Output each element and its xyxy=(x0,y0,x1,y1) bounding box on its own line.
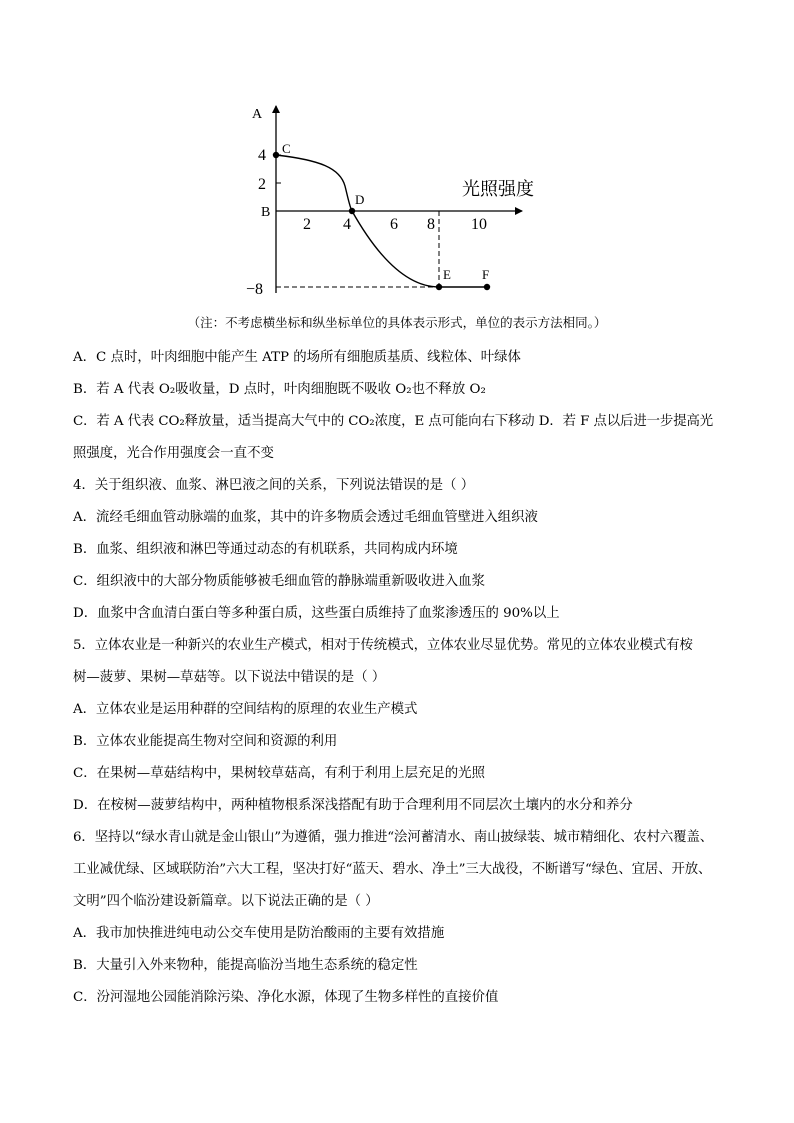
q5-option-d: D．在桉树—菠萝结构中，两种植物根系深浅搭配有助于合理利用不同层次土壤内的水分和养分 xyxy=(73,798,633,813)
x-axis-title: 光照强度 xyxy=(462,179,534,199)
q4-option-b: B．血浆、组织液和淋巴等通过动态的有机联系，共同构成内环境 xyxy=(73,542,458,557)
point-c-label: C xyxy=(282,141,291,156)
point-e xyxy=(436,284,442,290)
q5-stem: 5．立体农业是一种新兴的农业生产模式，相对于传统模式，立体农业尽显优势。常见的立体农业模式有桉 xyxy=(73,638,693,653)
light-curve-figure xyxy=(240,98,560,303)
q6-stem-cont-1: 工业减优绿、区域联防治”六大工程，坚决打好“蓝天、碧水、净土”三大战役，不断谱写“绿色、宜居、开放、 xyxy=(73,862,712,877)
q4-stem: 4．关于组织液、血浆、淋巴液之间的关系，下列说法错误的是（ ） xyxy=(73,478,475,493)
point-f xyxy=(484,284,490,290)
question-text xyxy=(73,342,727,1014)
q6-stem: 6．坚持以“绿水青山就是金山银山”为遵循，强力推进“浍河蓄清水、南山披绿装、城市精细化、农村六覆盖、 xyxy=(73,830,714,845)
point-c xyxy=(273,152,279,158)
q5-option-c: C．在果树—草菇结构中，果树较草菇高，有利于利用上层充足的光照 xyxy=(73,766,485,781)
point-f-label: F xyxy=(482,267,490,282)
q5-option-b: B．立体农业能提高生物对空间和资源的利用 xyxy=(73,734,338,749)
q6-option-a: A．我市加快推进纯电动公交车使用是防治酸雨的主要有效措施 xyxy=(73,926,445,941)
q3-option-c-d: C．若 A 代表 CO₂释放量，适当提高大气中的 CO₂浓度，E 点可能向右下移动 D．若 F 点以后进一步提高光 xyxy=(73,414,714,429)
q3-option-b: B．若 A 代表 O₂吸收量，D 点时，叶肉细胞既不吸收 O₂也不释放 O₂ xyxy=(73,382,486,397)
y-tick-4: 4 xyxy=(258,147,266,164)
x-tick-10: 10 xyxy=(471,216,487,233)
q3-option-a: A．C 点时，叶肉细胞中能产生 ATP 的场所有细胞质基质、线粒体、叶绿体 xyxy=(73,350,521,365)
x-tick-8: 8 xyxy=(427,216,435,233)
origin-label: B xyxy=(261,205,271,220)
x-tick-4: 4 xyxy=(343,216,351,233)
y-tick-neg8: −8 xyxy=(246,281,264,298)
q5-stem-cont: 树—菠萝、果树—草菇等。以下说法中错误的是（ ） xyxy=(73,670,386,685)
q4-option-a: A．流经毛细血管动脉端的血浆，其中的许多物质会透过毛细血管壁进入组织液 xyxy=(73,510,538,525)
light-curve-svg xyxy=(240,98,560,303)
point-e-label: E xyxy=(443,267,451,282)
figure-note: （注：不考虑横坐标和纵坐标单位的具体表示形式，单位的表示方法相同。） xyxy=(187,315,607,330)
q3-option-d-cont: 照强度，光合作用强度会一直不变 xyxy=(73,446,274,461)
point-d-label: D xyxy=(355,192,365,207)
q4-option-c: C．组织液中的大部分物质能够被毛细血管的静脉端重新吸收进入血浆 xyxy=(73,574,485,589)
q6-option-c: C．汾河湿地公园能消除污染、净化水源，体现了生物多样性的直接价值 xyxy=(73,990,499,1005)
x-tick-6: 6 xyxy=(390,216,398,233)
y-axis-letter: A xyxy=(252,107,263,122)
x-tick-2: 2 xyxy=(303,216,311,233)
q6-option-b: B．大量引入外来物种，能提高临汾当地生态系统的稳定性 xyxy=(73,958,418,973)
point-d xyxy=(349,208,355,214)
q4-option-d: D．血浆中含血清白蛋白等多种蛋白质，这些蛋白质维持了血浆渗透压的 90%以上 xyxy=(73,606,560,621)
q5-option-a: A．立体农业是运用种群的空间结构的原理的农业生产模式 xyxy=(73,702,418,717)
q6-stem-cont-2: 文明”四个临汾建设新篇章。以下说法正确的是（ ） xyxy=(73,894,379,909)
y-tick-2: 2 xyxy=(258,176,266,193)
